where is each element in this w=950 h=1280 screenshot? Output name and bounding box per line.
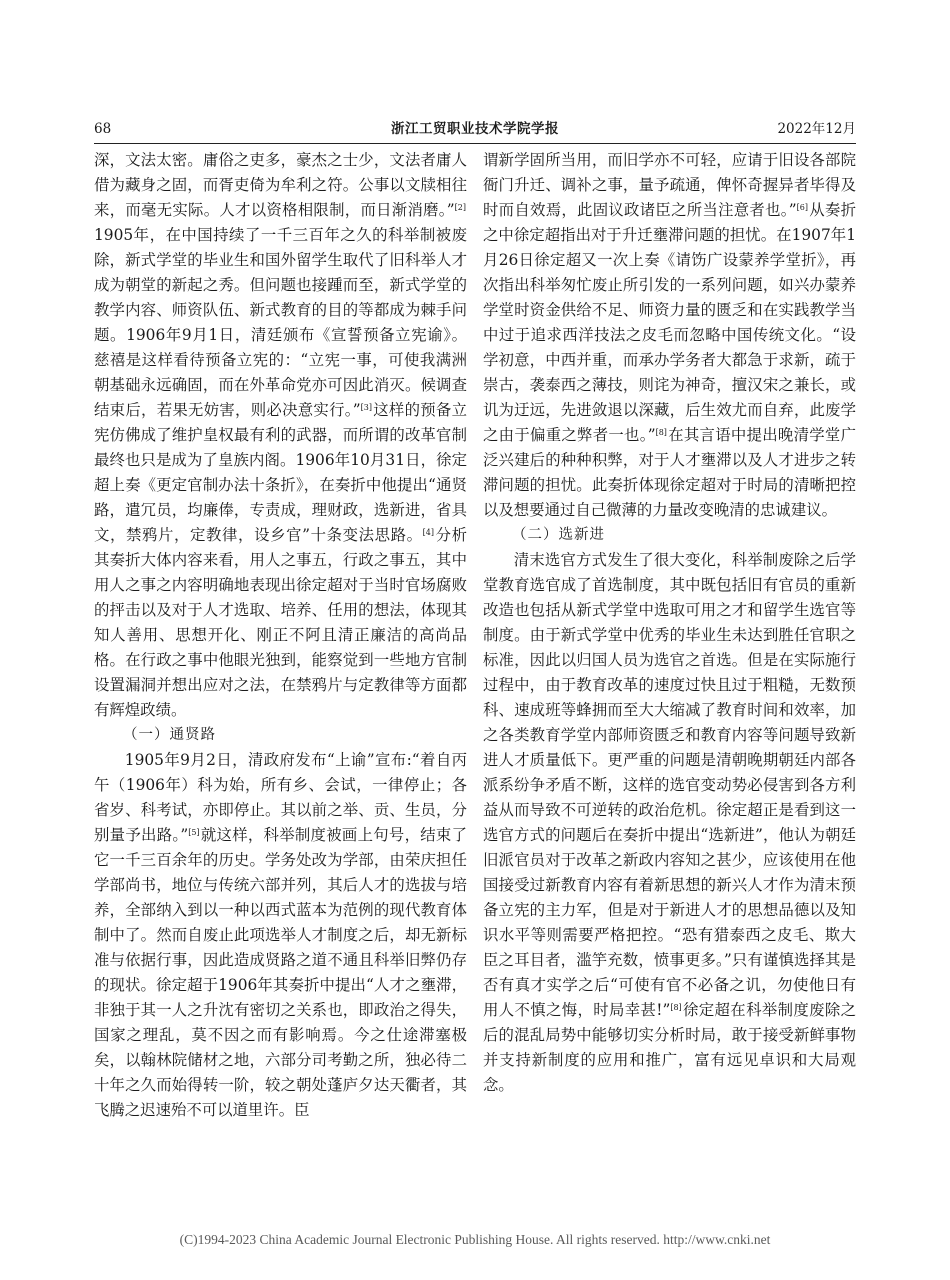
paragraph: 1905年9月2日，清政府发布“上谕”宣布:“着自丙午（1906年）科为始，所有乡、会试，一律停止；各省岁、科考试，亦即停止。其以前之举、贡、生员，分别量予出路。”[5]就这样，科举制度被画上句号，结束了它一千三百余年的历史。学务处改为学部，由荣庆担任学部尚书，地位与传统六部并列，其后人才的选拔与培养，全部纳入到以一种以西式蓝本为范例的现代教育体制中了。然而自废止此项选举人才制度之后，却无新标准与依据行事，因此造成贤路之道不通且科举旧弊仍存的现状。徐定超于1906年其奏折中提出“人才之壅滞，非独于其一人之升沈有密切之关系也，即政治之得失，国家之理乱，莫不因之而有影响焉。今之仕途滞塞极矣，以翰林院储材之地，六部分司考勤之所，独必待二十年之久而始得转一阶，较之朝处蓬庐夕达天衢者，其飞腾之迟速殆不可以道里许。臣 (94, 751, 467, 1119)
paragraph: 谓新学固所当用，而旧学亦不可轻，应请于旧设各部院衙门升迁、调补之事，量予疏通，俾怀奇握异者毕得及时而自效焉，此固议政诸臣之所当注意者也。”[6]从奏折之中徐定超指出对于升迁壅滞问题的担忧。在1907年1月26日徐定超又一次上奏《请饬广设蒙养学堂折》，再次指出科举匆忙废止所引发的一系列问题，如兴办蒙养学堂时资金供给不足、师资力量的匮乏和在实践教学当中过于追求西洋技法之皮毛而忽略中国传统文化。“设学初意，中西并重，而承办学务者大都急于求新，疏于崇古，袭泰西之薄技，则诧为神奇，擅汉宋之兼长，或讥为迂远，先进敛退以深藏，后生效尤而自弃，此废学之由于偏重之弊者一也。”[8]在其言语中提出晚清学堂广泛兴建后的种种积弊，对于人才壅滞以及人才进步之转滞问题的担忧。此奏折体现徐定超对于时局的清晰把控以及想要通过自己微薄的力量改变晚清的忠诚建议。 (483, 151, 856, 519)
citation-ref[interactable]: [5] (188, 828, 200, 837)
left-column (94, 148, 467, 1218)
running-header (94, 116, 856, 142)
copyright-footer: (C)1994-2023 China Academic Journal Electronic Publishing House. All rights reserved. http://www.cnki.net (179, 1232, 771, 1247)
section-heading: （二）选新进 (512, 527, 605, 543)
citation-ref[interactable]: [6] (796, 203, 808, 212)
citation-ref[interactable]: [4] (422, 528, 434, 537)
right-column (483, 148, 856, 1218)
header-rule (94, 143, 856, 144)
citation-ref[interactable]: [3] (360, 403, 372, 412)
paragraph: 深，文法太密。庸俗之吏多，豪杰之士少，文法者庸人借为藏身之固，而胥吏倚为牟利之符。公事以文牍相往来，而毫无实际。人才以资格相限制，而日渐消磨。”[2]1905年，在中国持续了一千三百年之久的科举制被废除，新式学堂的毕业生和国外留学生取代了旧科举人才成为朝堂的新起之秀。但问题也接踵而至，新式学堂的教学内容、师资队伍、新式教育的目的等都成为棘手问题。1906年9月1日，清廷颁布《宣誓预备立宪谕》。慈禧是这样看待预备立宪的：“立宪一事，可使我满洲朝基础永远确固，而在外革命党亦可因此消灭。候调查结束后，若果无妨害，则必决意实行。”[3]这样的预备立宪仿佛成了维护皇权最有利的武器，而所谓的改革官制最终也只是成为了皇族内阁。1906年10月31日，徐定超上奏《更定官制办法十条折》，在奏折中他提出“通贤路，遣冗员，均廉俸，专责成，理财政，选新进，省具文，禁鸦片，定教律，设乡官”十条变法思路。[4]分析其奏折大体内容来看，用人之事五，行政之事五，其中用人之事之内容明确地表现出徐定超对于当时官场腐败的抨击以及对于人才选取、培养、任用的想法，体现其知人善用、思想开化、刚正不阿且清正廉洁的高尚品格。在行政之事中他眼光独到，能察觉到一些地方官制设置漏洞并想出应对之法，在禁鸦片与定教律等方面都有辉煌政绩。 (94, 151, 467, 719)
journal-title: 浙江工贸职业技术学院学报 (391, 121, 559, 137)
page-number: 68 (94, 121, 112, 137)
citation-ref[interactable]: [8] (655, 428, 667, 437)
section-heading: （一）通贤路 (123, 727, 216, 743)
issue-date: 2022年12月 (777, 121, 856, 137)
citation-ref[interactable]: [8] (670, 1003, 682, 1012)
paragraph: 清末选官方式发生了很大变化，科举制废除之后学堂教育选官成了首选制度，其中既包括旧有官员的重新改造也包括从新式学堂中选取可用之才和留学生选官等制度。由于新式学堂中优秀的毕业生未达到胜任官职之标准，因此以归国人员为选官之首选。但是在实际施行过程中，由于教育改革的速度过快且过于粗糙，无数预科、速成班等蜂拥而至大大缩减了教育时间和效率，加之各类教育学堂内部师资匮乏和教育内容等问题导致新进人才质量低下。更严重的问题是清朝晚期朝廷内部各派系纷争矛盾不断，这样的选官变动势必侵害到各方利益从而导致不可逆转的政治危机。徐定超正是看到这一选官方式的问题后在奏折中提出“选新进”，他认为朝廷旧派官员对于改革之新政内容知之甚少，应该使用在他国接受过新教育内容有着新思想的新兴人才作为清末预备立宪的主力军，但是对于新进人才的思想品德以及知识水平等则需要严格把控。“恐有猎泰西之皮毛、欺大臣之耳目者，滥竽充数，愤事更多。”只有谨慎选择其是否有真才实学之后“可使有官不必备之讥，勿使他日有用人不慎之悔，时局幸甚!”[8]徐定超在科举制度废除之后的混乱局势中能够切实分析时局，敢于接受新鲜事物并支持新制度的应用和推广，富有远见卓识和大局观念。 (483, 551, 856, 1094)
citation-ref[interactable]: [2] (454, 203, 466, 212)
